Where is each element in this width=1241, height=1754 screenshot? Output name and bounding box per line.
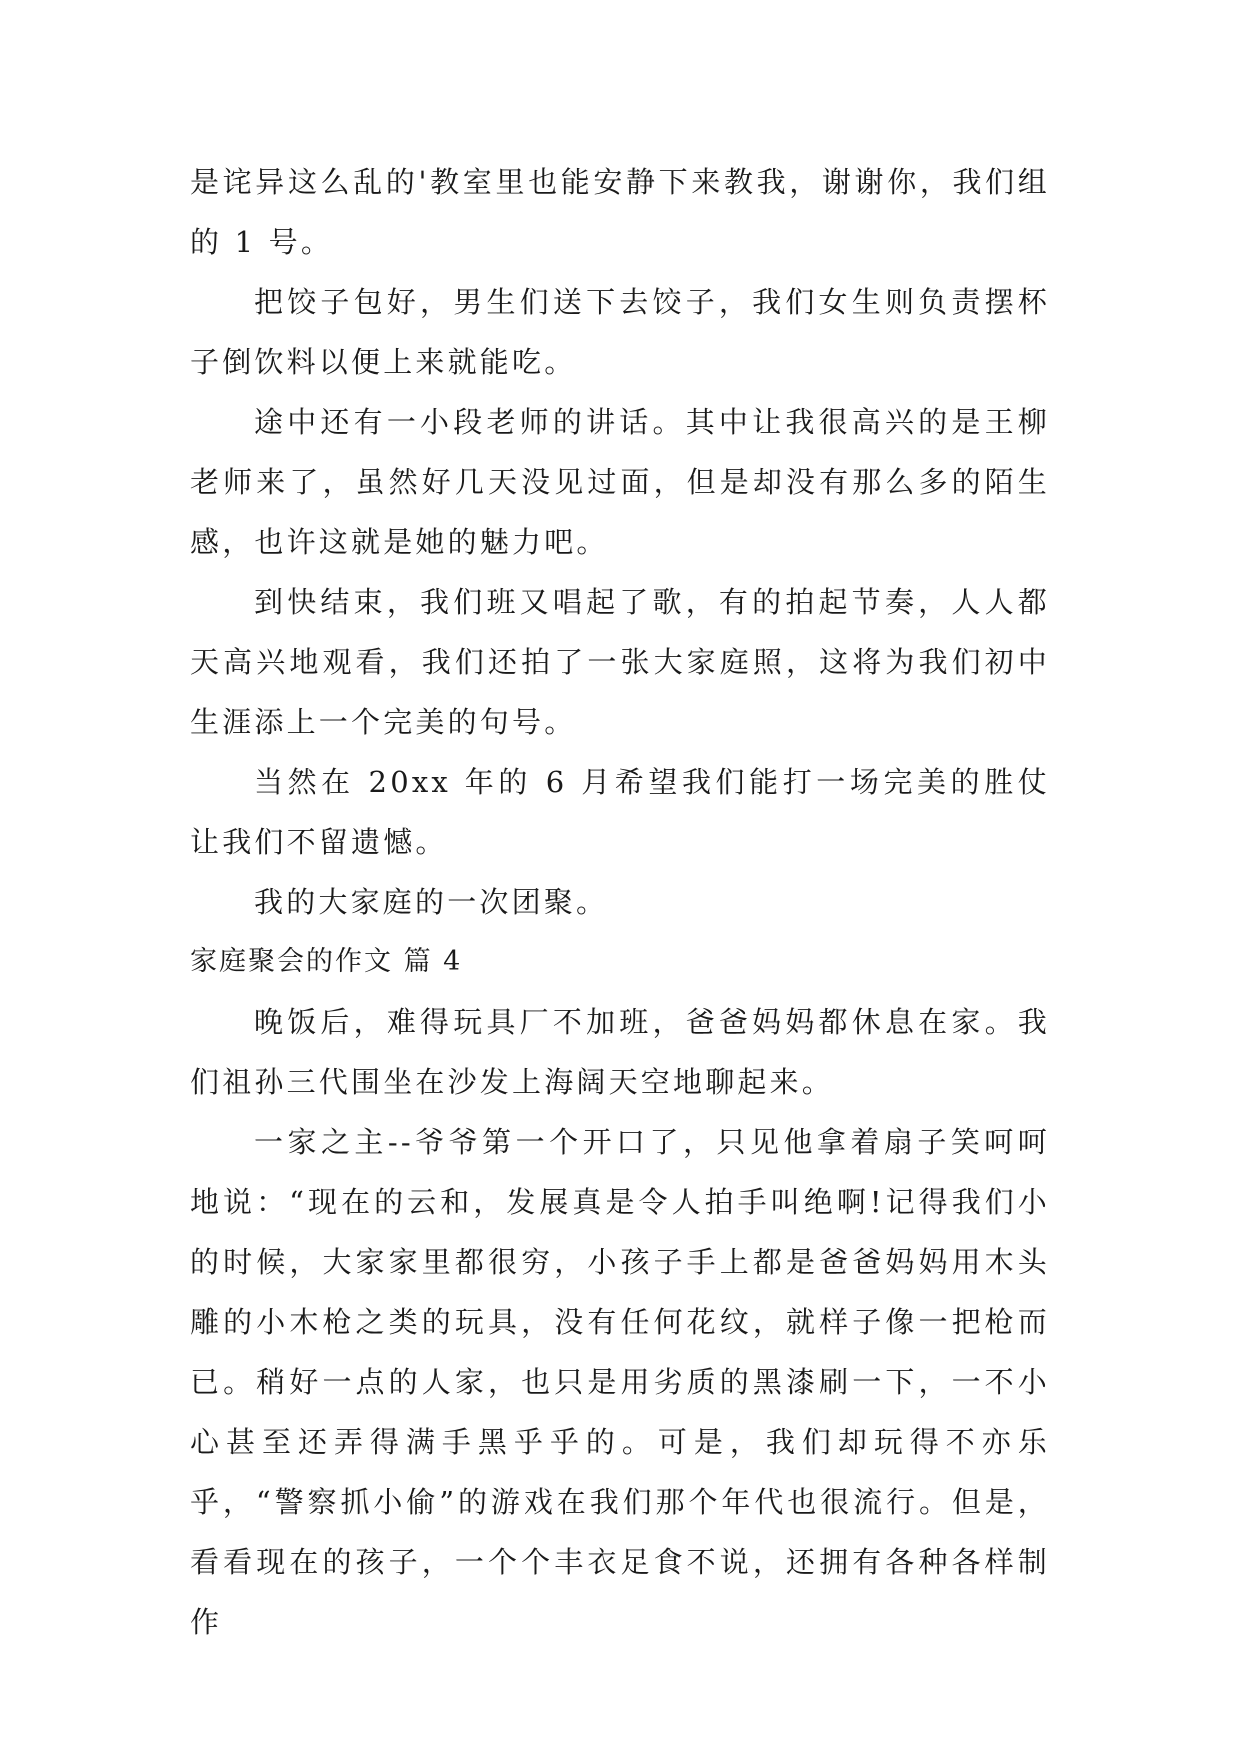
paragraph-3: 途中还有一小段老师的讲话。其中让我很高兴的是王柳老师来了，虽然好几天没见过面，但是却没有那么多的陌生感，也许这就是她的魅力吧。	[190, 405, 1050, 559]
paragraph-5: 当然在 20xx 年的 6 月希望我们能打一场完美的胜仗让我们不留遗憾。	[190, 765, 1050, 859]
paragraph-2: 把饺子包好，男生们送下去饺子，我们女生则负责摆杯子倒饮料以便上来就能吃。	[190, 285, 1050, 379]
paragraph-7: 晚饭后，难得玩具厂不加班，爸爸妈妈都休息在家。我们祖孙三代围坐在沙发上海阔天空地聊起来。	[190, 1005, 1050, 1099]
paragraph-4: 到快结束，我们班又唱起了歌，有的拍起节奏，人人都天高兴地观看，我们还拍了一张大家庭照，这将为我们初中生涯添上一个完美的句号。	[190, 585, 1050, 739]
paragraph-8: 一家之主--爷爷第一个开口了，只见他拿着扇子笑呵呵地说：“现在的云和，发展真是令人拍手叫绝啊!记得我们小的时候，大家家里都很穷，小孩子手上都是爸爸妈妈用木头雕的小木枪之类的玩具，没有任何花纹，就样子像一把枪而已。稍好一点的人家，也只是用劣质的黑漆刷一下，一不小心甚至还弄得满手黑乎乎的。可是，我们却玩得不亦乐乎，“警察抓小偷”的游戏在我们那个年代也很流行。但是，看看现在的孩子，一个个丰衣足食不说，还拥有各种各样制作	[190, 1125, 1050, 1639]
section-heading: 家庭聚会的作文 篇 4	[190, 946, 463, 977]
document-body	[190, 152, 1050, 1652]
paragraph-6: 我的大家庭的一次团聚。	[254, 885, 609, 919]
paragraph-1: 是诧异这么乱的'教室里也能安静下来教我，谢谢你，我们组的 1 号。	[190, 165, 1050, 259]
